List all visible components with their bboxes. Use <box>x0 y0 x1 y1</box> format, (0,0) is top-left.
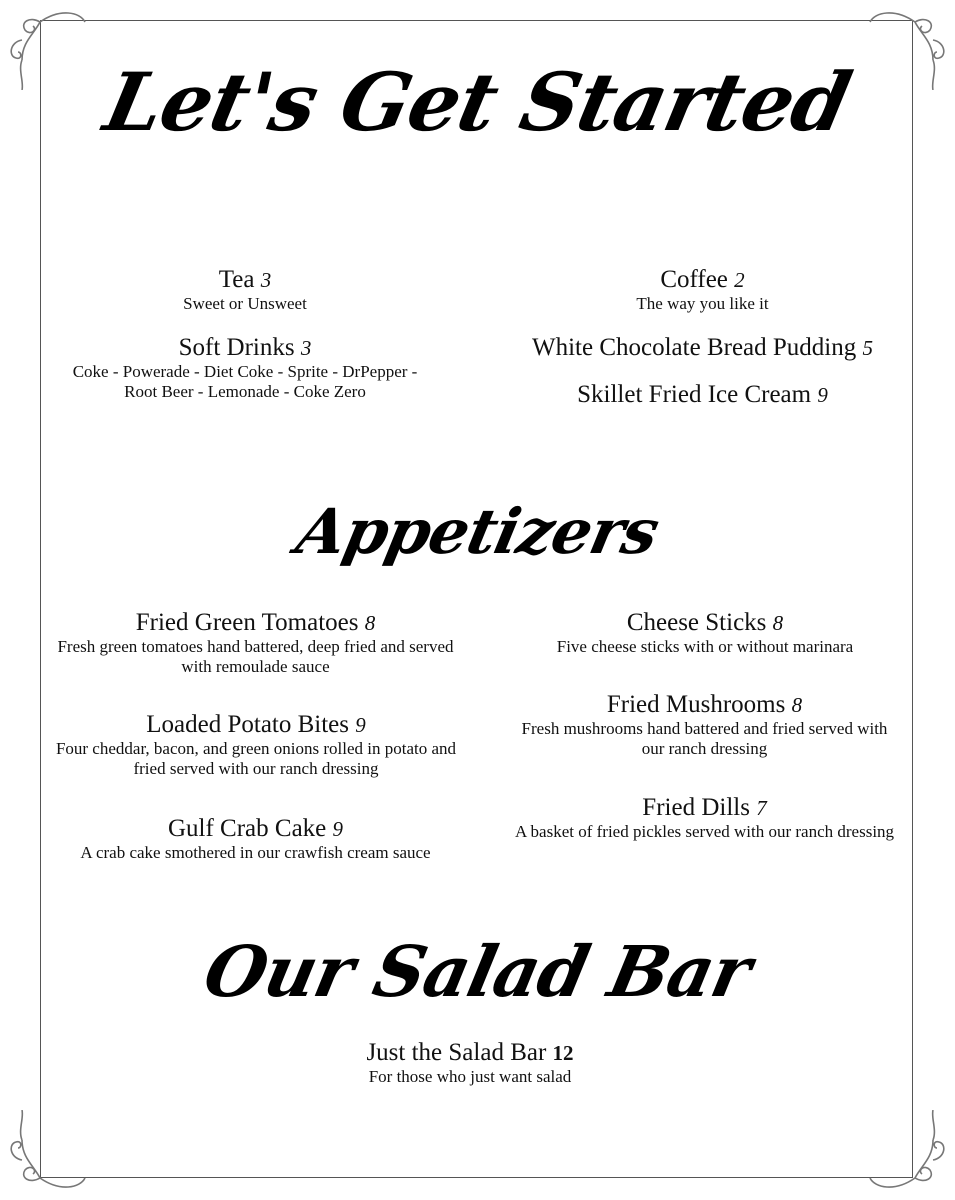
item-description: Four cheddar, bacon, and green onions rolled in potato and fried served with our ranch dressing <box>55 739 457 778</box>
heading-lets-get-started: Let's Get Started <box>96 55 858 149</box>
item-price: 9 <box>332 817 344 841</box>
item-name: Cheese Sticks <box>626 609 767 636</box>
item-price: 5 <box>862 336 873 360</box>
item-price: 8 <box>772 611 784 635</box>
item-description: A crab cake smothered in our crawfish cream sauce <box>80 843 431 862</box>
menu-item-loaded-potato-bites <box>45 711 467 779</box>
item-price: 2 <box>734 268 745 292</box>
menu-item-fried-ice-cream <box>500 381 905 409</box>
corner-ornament-icon <box>0 1110 90 1200</box>
item-price: 8 <box>791 693 803 717</box>
menu-item-fried-green-tomatoes <box>48 609 463 677</box>
item-price: 8 <box>364 611 376 635</box>
corner-ornament-icon <box>865 1110 955 1200</box>
menu-item-soft-drinks <box>65 334 425 402</box>
item-description: Fresh green tomatoes hand battered, deep fried and served with remoulade sauce <box>57 637 454 676</box>
menu-item-coffee <box>500 266 905 314</box>
item-name: Loaded Potato Bites <box>146 711 349 738</box>
item-name: Fried Dills <box>642 794 750 821</box>
menu-item-fried-mushrooms <box>512 691 897 759</box>
menu-item-gulf-crab-cake <box>58 815 453 863</box>
item-name: Soft Drinks <box>178 334 295 361</box>
item-description: The way you like it <box>636 294 769 313</box>
menu-item-tea <box>55 266 435 314</box>
item-price: 9 <box>355 713 366 737</box>
menu-item-bread-pudding <box>495 334 910 362</box>
item-price: 3 <box>260 268 272 292</box>
item-name: Just the Salad Bar <box>366 1039 547 1066</box>
item-name: Fried Mushrooms <box>606 691 786 718</box>
item-price: 9 <box>817 383 828 407</box>
item-description: Five cheese sticks with or without marinara <box>556 637 854 656</box>
item-name: Coffee <box>660 266 728 293</box>
item-name: Skillet Fried Ice Cream <box>577 381 812 408</box>
item-name: Gulf Crab Cake <box>167 815 327 842</box>
menu-item-salad-bar <box>270 1039 670 1087</box>
item-description: Coke - Powerade - Diet Coke - Sprite - DrPepper - Root Beer - Lemonade - Coke Zero <box>72 362 418 401</box>
item-price: 3 <box>300 336 312 360</box>
item-description: For those who just want salad <box>368 1067 572 1086</box>
menu-item-cheese-sticks <box>505 609 905 657</box>
item-description: Sweet or Unsweet <box>183 294 307 313</box>
item-price: 7 <box>756 796 767 820</box>
item-name: Fried Green Tomatoes <box>135 609 359 636</box>
item-price: 12 <box>552 1041 574 1065</box>
heading-appetizers: Appetizers <box>290 495 665 568</box>
menu-item-fried-dills <box>502 794 907 842</box>
item-name: Tea <box>218 266 255 293</box>
item-description: Fresh mushrooms hand battered and fried served with our ranch dressing <box>521 719 888 758</box>
item-description: A basket of fried pickles served with our ranch dressing <box>514 822 895 841</box>
item-name: White Chocolate Bread Pudding <box>532 334 857 361</box>
heading-our-salad-bar: Our Salad Bar <box>197 930 758 1013</box>
